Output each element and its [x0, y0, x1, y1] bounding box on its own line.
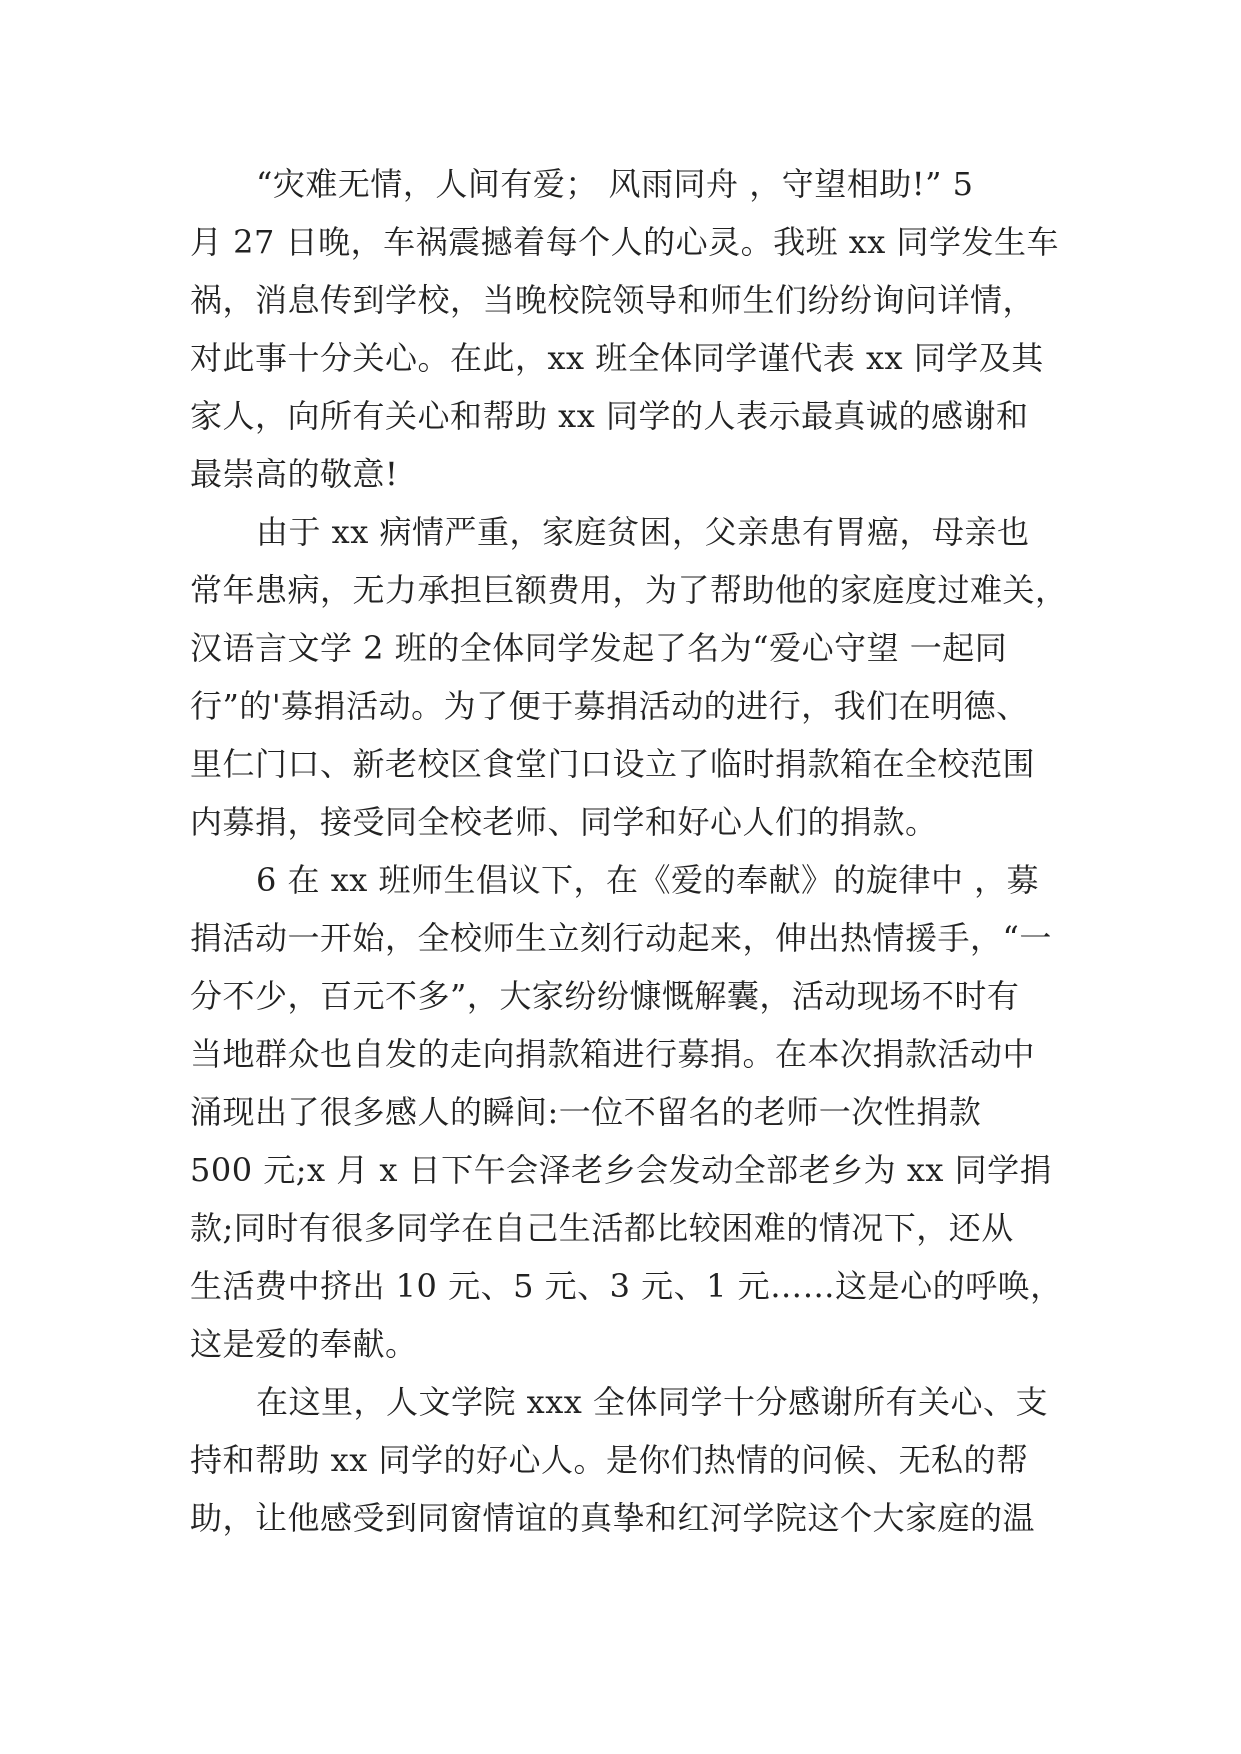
- text-line: 汉语言文学 2 班的全体同学发起了名为“爱心守望 一起同: [190, 629, 1008, 667]
- text-line: 月 27 日晚，车祸震撼着每个人的心灵。我班 xx 同学发生车: [190, 223, 1060, 261]
- text-line: 500 元;x 月 x 日下午会泽老乡会发动全部老乡为 xx 同学捐: [190, 1151, 1053, 1189]
- text-line: 常年患病，无力承担巨额费用，为了帮助他的家庭度过难关，: [190, 571, 1068, 609]
- text-line: 内募捐，接受同全校老师、同学和好心人们的捐款。: [190, 803, 938, 841]
- text-line: 对此事十分关心。在此，xx 班全体同学谨代表 xx 同学及其: [190, 339, 1044, 377]
- text-line: 当地群众也自发的走向捐款箱进行募捐。在本次捐款活动中: [190, 1035, 1036, 1073]
- text-line: “灾难无情，人间有爱； 风雨同舟 ，守望相助!” 5: [256, 165, 974, 203]
- text-line: 捐活动一开始，全校师生立刻行动起来，伸出热情援手，“一: [190, 919, 1052, 957]
- paragraph-4: [190, 1373, 1060, 1547]
- document-body: [190, 155, 1068, 1547]
- text-line: 最崇高的敬意!: [190, 455, 399, 493]
- text-line: 家人，向所有关心和帮助 xx 同学的人表示最真诚的感谢和: [190, 397, 1029, 435]
- text-line: 持和帮助 xx 同学的好心人。是你们热情的问候、无私的帮: [190, 1441, 1029, 1479]
- text-line: 祸，消息传到学校，当晚校院领导和师生们纷纷询问详情，: [190, 281, 1036, 319]
- paragraph-2: [190, 503, 1068, 851]
- text-line: 款;同时有很多同学在自己生活都比较困难的情况下，还从: [190, 1209, 1014, 1247]
- text-line: 在这里，人文学院 xxx 全体同学十分感谢所有关心、支: [256, 1383, 1048, 1421]
- text-line: 分不少，百元不多”，大家纷纷慷慨解囊，活动现场不时有: [190, 977, 1020, 1015]
- text-line: 助，让他感受到同窗情谊的真挚和红河学院这个大家庭的温: [190, 1499, 1036, 1537]
- text-line: 生活费中挤出 10 元、5 元、3 元、1 元……这是心的呼唤，: [190, 1267, 1063, 1305]
- text-line: 6 在 xx 班师生倡议下，在《爱的奉献》的旋律中 ，募: [256, 861, 1040, 899]
- paragraph-1: [190, 155, 1060, 503]
- text-line: 由于 xx 病情严重，家庭贫困，父亲患有胃癌，母亲也: [256, 513, 1030, 551]
- paragraph-3: [190, 851, 1063, 1373]
- text-line: 里仁门口、新老校区食堂门口设立了临时捐款箱在全校范围: [190, 745, 1036, 783]
- text-line: 行”的'募捐活动。为了便于募捐活动的进行，我们在明德、: [190, 687, 1029, 725]
- text-line: 这是爱的奉献。: [190, 1325, 418, 1363]
- text-line: 涌现出了很多感人的瞬间:一位不留名的老师一次性捐款: [190, 1093, 982, 1131]
